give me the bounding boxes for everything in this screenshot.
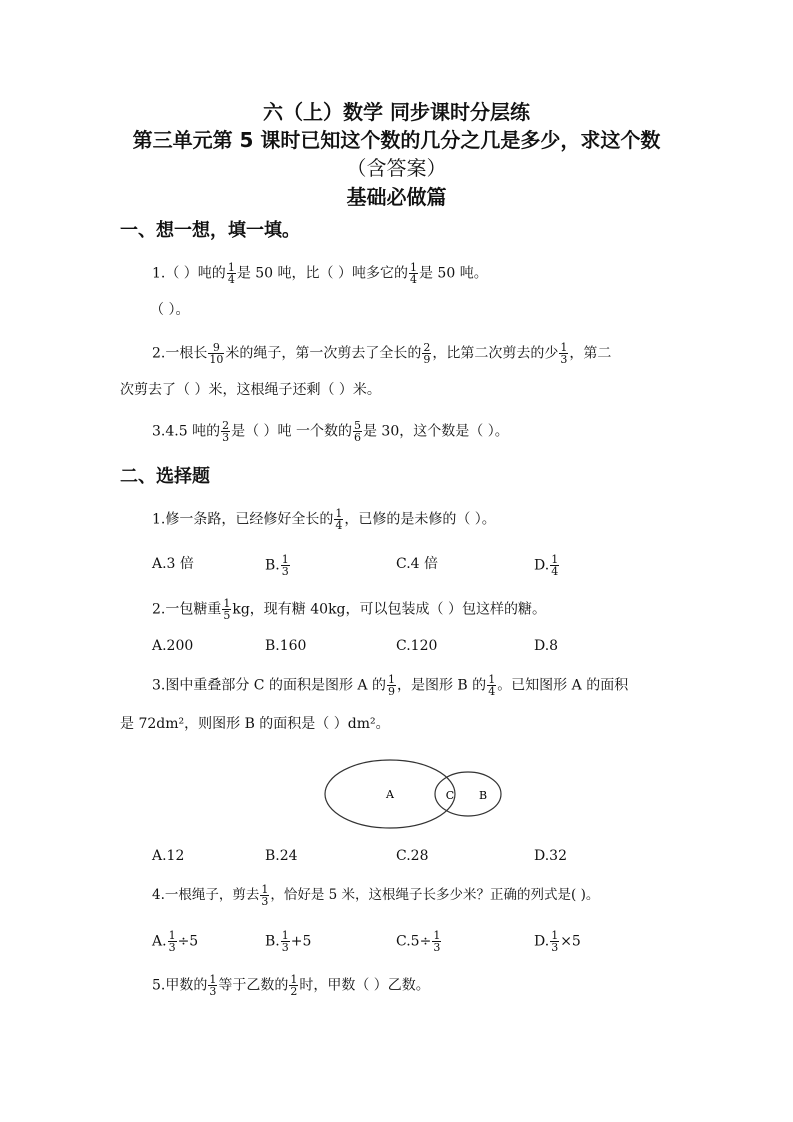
question-choice-2: 2.一包糖重 $\frac{1}{5}$ kg，现有糖 40kg，可以包装成（ ）包这样的糖。 xyxy=(152,597,546,622)
question-fill-3: 3.4.5 吨的 $\frac{2}{3}$ 是（ ）吨 一个数的 $\frac{5}{6}$ 是 30，这个数是（ ）。 xyxy=(152,419,509,444)
question-fill-1-cont: （ ）。 xyxy=(150,302,190,318)
option-b: B.24 xyxy=(265,848,298,864)
fraction: $\frac{1}{4}$ xyxy=(335,507,343,532)
fraction: $\frac{1}{3}$ xyxy=(281,553,289,578)
option-b: B.160 xyxy=(265,638,307,654)
question-choice-5: 5.甲数的 $\frac{1}{3}$ 等于乙数的 $\frac{1}{2}$ 时，甲数（ ）乙数。 xyxy=(152,973,430,998)
fraction: $\frac{1}{5}$ xyxy=(223,597,231,622)
question-choice-3-cont: 是 72dm²，则图形 B 的面积是（ ）dm²。 xyxy=(120,716,390,732)
fraction: $\frac{1}{3}$ xyxy=(261,883,269,908)
fraction: $\frac{1}{9}$ xyxy=(387,673,395,698)
label-a: A xyxy=(386,788,394,801)
label-b: B xyxy=(478,789,488,802)
fraction: $\frac{1}{3}$ xyxy=(433,929,441,954)
option-a: A.200 xyxy=(152,638,194,654)
option-d: D.32 xyxy=(534,848,567,864)
fraction: $\frac{1}{3}$ xyxy=(168,929,176,954)
venn-diagram xyxy=(320,758,510,838)
section-heading-fill: 一、想一想，填一填。 xyxy=(120,220,300,241)
option-d: D. $\frac{1}{4}$ xyxy=(534,553,559,578)
fraction: $\frac{5}{6}$ xyxy=(353,419,361,444)
fraction: $\frac{2}{9}$ xyxy=(423,341,431,366)
answer-note: （含答案） xyxy=(346,156,447,180)
option-d: D. $\frac{1}{3}$ ×5 xyxy=(534,929,581,954)
question-choice-3: 3.图中重叠部分 C 的面积是图形 A 的 $\frac{1}{9}$ ，是图形 B 的 $\frac{1}{4}$ 。已知图形 A 的面积 xyxy=(152,673,629,698)
fraction: $\frac{1}{3}$ xyxy=(209,973,217,998)
fraction: $\frac{1}{4}$ xyxy=(551,553,559,578)
label-c: C xyxy=(445,789,455,802)
fraction: $\frac{1}{3}$ xyxy=(560,341,568,366)
fraction: $\frac{1}{4}$ xyxy=(488,673,496,698)
lesson-title: 第三单元第 5 课时已知这个数的几分之几是多少，求这个数 xyxy=(132,128,661,152)
fraction: $\frac{1}{3}$ xyxy=(551,929,559,954)
fraction: $\frac{1}{4}$ xyxy=(227,261,235,286)
fraction: $\frac{1}{4}$ xyxy=(409,261,417,286)
fraction: $\frac{2}{3}$ xyxy=(222,419,230,444)
fraction: $\frac{9}{10}$ xyxy=(209,341,224,366)
option-c: C.28 xyxy=(396,848,429,864)
question-fill-1: 1.（ ）吨的 $\frac{1}{4}$ 是 50 吨，比（ ）吨多它的 $\frac{1}{4}$ 是 50 吨。 xyxy=(152,261,488,286)
question-choice-1: 1.修一条路，已经修好全长的 $\frac{1}{4}$ ，已修的是未修的（ ）。 xyxy=(152,507,496,532)
question-choice-4: 4.一根绳子，剪去 $\frac{1}{3}$ ，恰好是 5 米，这根绳子长多少米？正确的列式是( )。 xyxy=(152,883,600,908)
level-title: 基础必做篇 xyxy=(346,185,447,209)
option-a: A.12 xyxy=(152,848,185,864)
option-b: B. $\frac{1}{3}$ xyxy=(265,553,289,578)
worksheet-title: 六（上）数学 同步课时分层练 xyxy=(263,100,530,124)
section-heading-choice: 二、选择题 xyxy=(120,466,210,487)
question-fill-2-cont: 次剪去了（ ）米，这根绳子还剩（ ）米。 xyxy=(120,382,381,398)
option-b: B. $\frac{1}{3}$ +5 xyxy=(265,929,312,954)
option-a: A.3 倍 xyxy=(152,556,194,572)
option-c: C.5÷ $\frac{1}{3}$ xyxy=(396,929,441,954)
option-c: C.4 倍 xyxy=(396,556,439,572)
fraction: $\frac{1}{2}$ xyxy=(290,973,298,998)
option-c: C.120 xyxy=(396,638,438,654)
question-fill-2: 2.一根长 $\frac{9}{10}$ 米的绳子，第一次剪去了全长的 $\frac{2}{9}$ ，比第二次剪去的少 $\frac{1}{3}$ ，第二 xyxy=(152,341,612,366)
option-a: A. $\frac{1}{3}$ ÷5 xyxy=(152,929,199,954)
fraction: $\frac{1}{3}$ xyxy=(281,929,289,954)
option-d: D.8 xyxy=(534,638,559,654)
